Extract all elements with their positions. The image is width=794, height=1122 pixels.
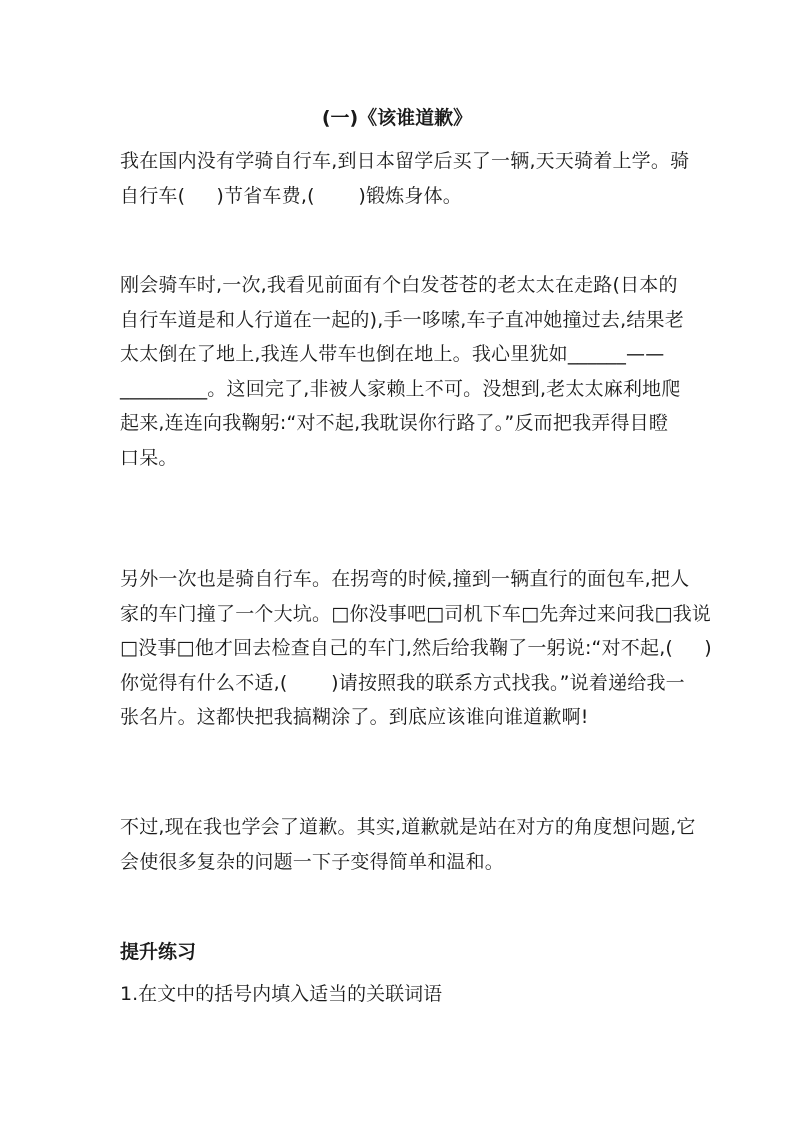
paragraph-3 (120, 562, 712, 735)
paragraph-1 (120, 144, 690, 213)
paragraph-line: 会使很多复杂的问题一下子变得简单和温和。 (120, 850, 505, 873)
paragraph-line: 不过,现在我也学会了道歉。其实,道歉就是站在对方的角度想问题,它 (120, 816, 696, 838)
paragraph-line: 太太倒在了地上,我连人带车也倒在地上。我心里犹如______—— (120, 343, 665, 365)
paragraph-line: 另外一次也是骑自行车。在拐弯的时候,撞到一辆直行的面包车,把人 (120, 568, 690, 590)
paragraph-2 (120, 268, 684, 475)
paragraph-line: 口呆。 (120, 446, 178, 469)
paragraph-line: 我在国内没有学骑自行车,到日本留学后买了一辆,天天骑着上学。骑 (120, 150, 690, 172)
paragraph-line: 你觉得有什么不适,( )请按照我的联系方式找我。”说着递给我一 (120, 671, 685, 694)
paragraph-line: 刚会骑车时,一次,我看见前面有个白发苍苍的老太太在走路(日本的 (120, 274, 678, 296)
paragraph-4 (120, 810, 696, 879)
paragraph-line: 自行车( )节省车费,( )锻炼身体。 (120, 184, 462, 207)
exercise-heading: 提升练习 (120, 941, 197, 963)
paragraph-line: 家的车门撞了一个大坑。□你没事吧□司机下车□先奔过来问我□我说 (120, 602, 712, 625)
paragraph-line: 张名片。这都快把我搞糊涂了。到底应该谁向谁道歉啊! (120, 706, 589, 728)
exercise-question-1: 1.在文中的括号内填入适当的关联词语 (120, 983, 443, 1005)
paragraph-line: 自行车道是和人行道在一起的),手一哆嗦,车子直冲她撞过去,结果老 (120, 308, 684, 331)
paragraph-line: □没事□他才回去检查自己的车门,然后给我鞠了一躬说:“对不起,( ) (120, 637, 712, 659)
passage-title: (一)《该谁道歉》 (321, 107, 473, 129)
paragraph-line: _________。这回完了,非被人家赖上不可。没想到,老太太麻利地爬 (120, 377, 681, 400)
paragraph-line: 起来,连连向我鞠躬:“对不起,我耽误你行路了。”反而把我弄得目瞪 (120, 412, 669, 434)
